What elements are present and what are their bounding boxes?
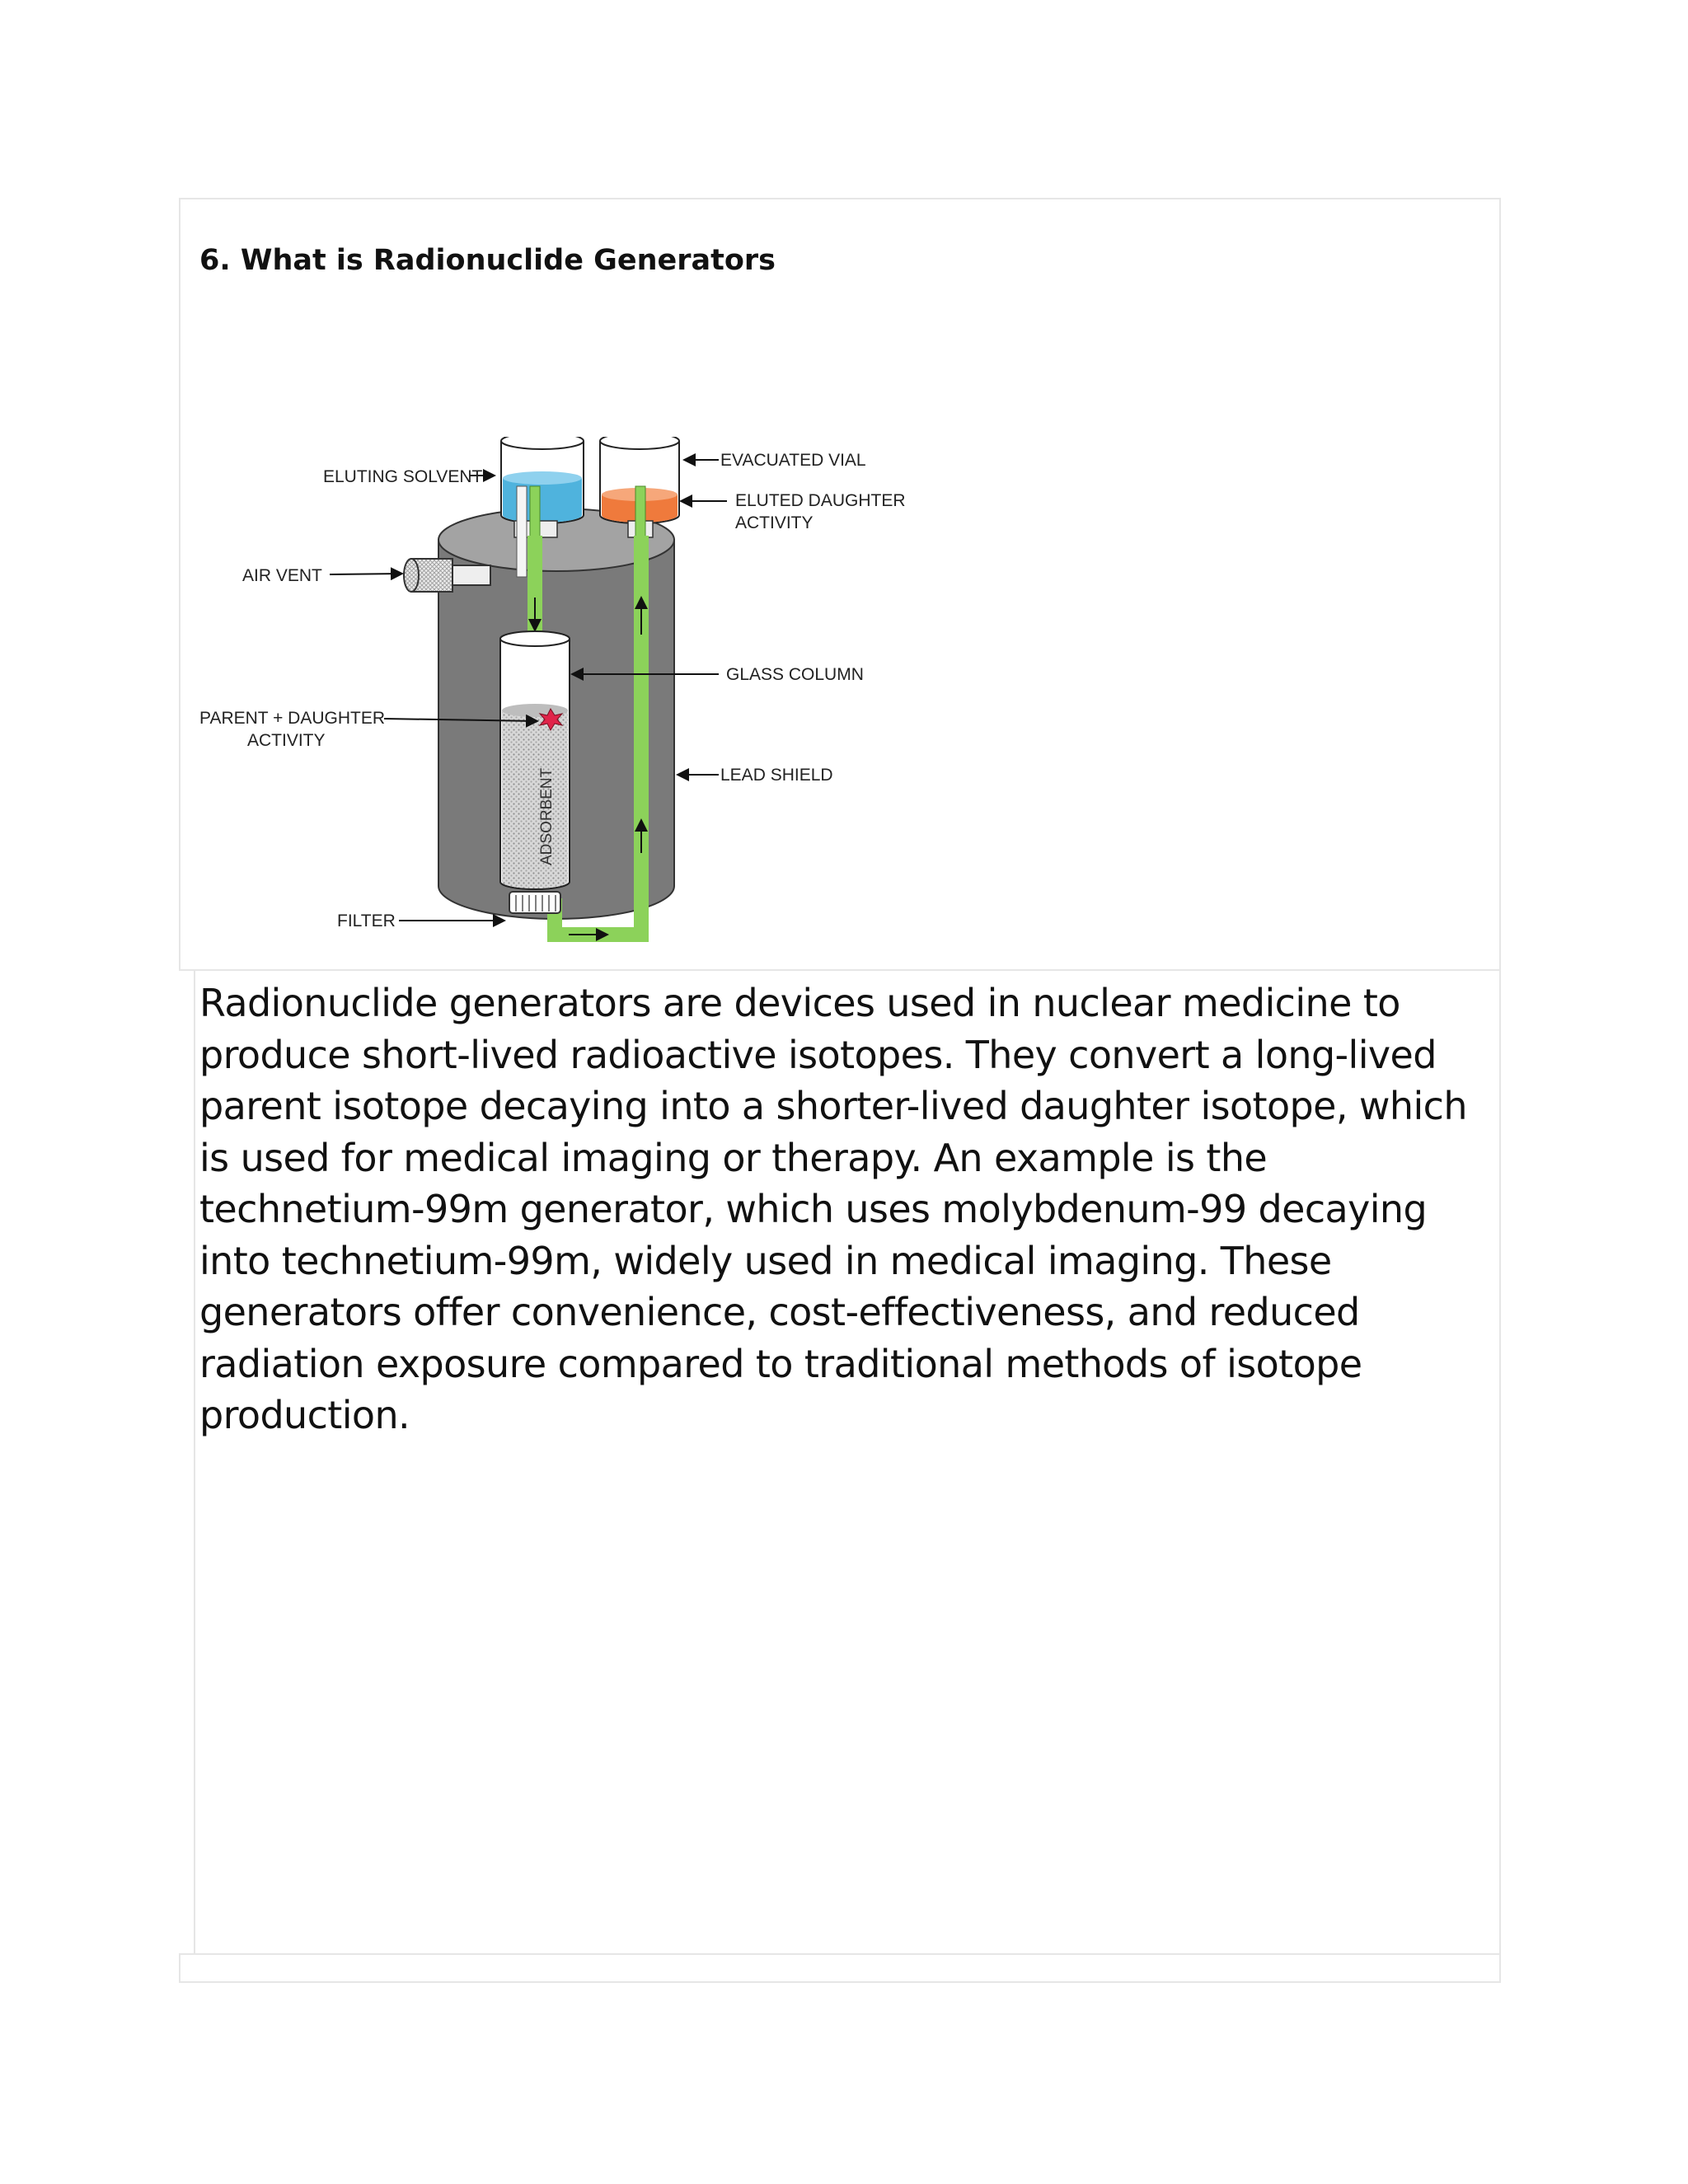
filter [509,892,560,913]
eluted-daughter-label-line2: ACTIVITY [735,513,814,532]
eluting-solvent-label: ELUTING SOLVENT [323,467,483,486]
evacuated-vial-label: EVACUATED VIAL [720,451,866,470]
filter-label: FILTER [337,912,396,930]
footer-frame [179,1953,1501,1983]
parent-daughter-label-line1: PARENT + DAUGHTER [199,709,386,728]
parent-daughter-label-line2: ACTIVITY [247,731,326,750]
section-heading: 6. What is Radionuclide Generators [199,244,776,277]
lead-shield-label: LEAD SHIELD [720,766,833,785]
eluted-daughter-label-line1: ELUTED DAUGHTER [735,491,906,510]
glass-column-label: GLASS COLUMN [726,665,864,684]
glass-column [500,631,570,889]
body-paragraph: Radionuclide generators are devices used in nuclear medicine to produce short-lived radioactive isotopes. They convert a long-lived parent isotope decaying into a shorter-lived daughter isotope, which is used for medical imaging or therapy. An example is the technetium-99m generator, which uses molybdenum-99 decaying into technetium-99m, widely used in medical imaging. These generators offer convenience, cost-effectiveness, and reduced radiation exposure compared to traditional methods of isotope production. [199,981,1467,1437]
radionuclide-generator-diagram [191,437,917,948]
air-vent-label: AIR VENT [242,566,322,585]
adsorbent-label: ADSORBENT [538,767,556,865]
